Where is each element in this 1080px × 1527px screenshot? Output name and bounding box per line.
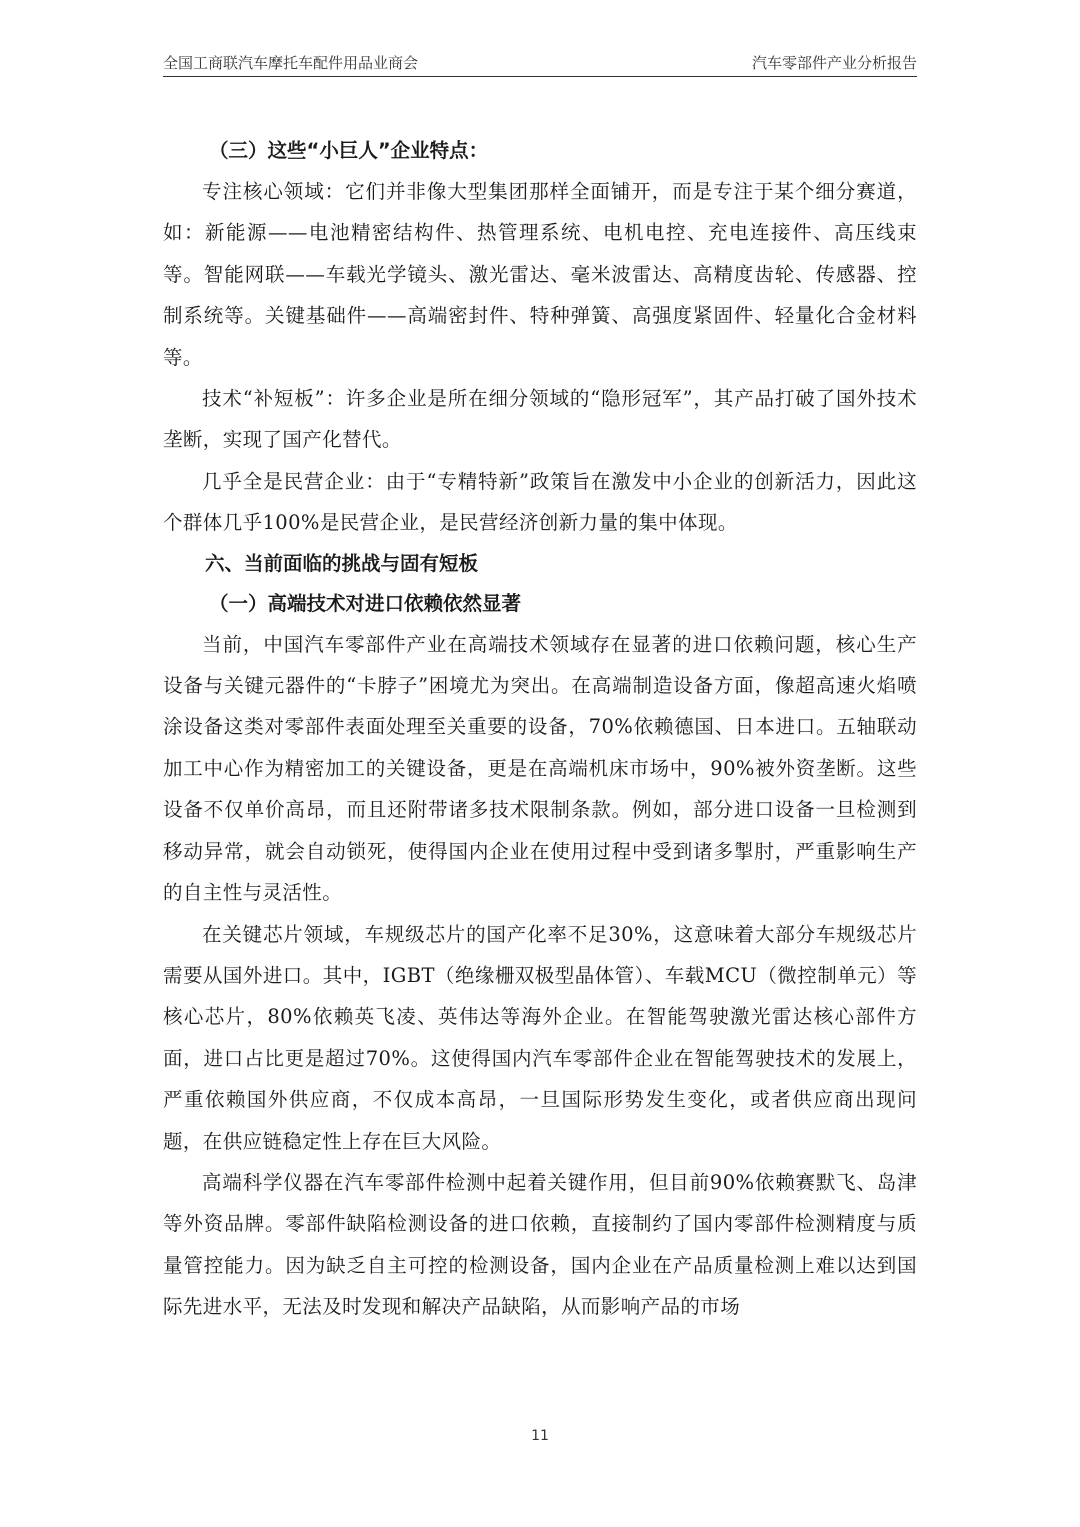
paragraph: 几乎全是民营企业：由于“专精特新”政策旨在激发中小企业的创新活力，因此这个群体几乎100%是民营企业，是民营经济创新力量的集中体现。 bbox=[163, 469, 917, 535]
subsection-heading: （三）这些“小巨人”企业特点： bbox=[209, 139, 489, 162]
header-report-title: 汽车零部件产业分析报告 bbox=[751, 54, 917, 72]
paragraph: 在关键芯片领域，车规级芯片的国产化率不足30%，这意味着大部分车规级芯片需要从国外进口。其中，IGBT（绝缘栅双极型晶体管）、车载MCU（微控制单元）等核心芯片，80%依赖英飞凌、英伟达等海外企业。在智能驾驶激光雷达核心部件方面，进口占比更是超过70%。这使得国内汽车零部件企业在智能驾驶技术的发展上，严重依赖国外供应商，不仅成本高昂，一旦国际形势发生变化，或者供应商出现问题，在供应链稳定性上存在巨大风险。 bbox=[163, 922, 917, 1153]
section-heading: 六、当前面临的挑战与固有短板 bbox=[205, 551, 479, 575]
paragraph: 技术“补短板”：许多企业是所在细分领域的“隐形冠军”，其产品打破了国外技术垄断，实现了国产化替代。 bbox=[163, 387, 917, 452]
page-header bbox=[163, 50, 917, 77]
paragraph: 专注核心领域：它们并非像大型集团那样全面铺开，而是专注于某个细分赛道，如：新能源——电池精密结构件、热管理系统、电机电控、充电连接件、高压线束等。智能网联——车载光学镜头、激光雷达、毫米波雷达、高精度齿轮、传感器、控制系统等。关键基础件——高端密封件、特种弹簧、高强度紧固件、轻量化合金材料等。 bbox=[163, 180, 917, 369]
subsection-heading: （一）高端技术对进口依赖依然显著 bbox=[209, 591, 522, 615]
paragraph: 当前，中国汽车零部件产业在高端技术领域存在显著的进口依赖问题，核心生产设备与关键元器件的“卡脖子”困境尤为突出。在高端制造设备方面，像超高速火焰喷涂设备这类对零部件表面处理至关重要的设备，70%依赖德国、日本进口。五轴联动加工中心作为精密加工的关键设备，更是在高端机床市场中，90%被外资垄断。这些设备不仅单价高昂，而且还附带诸多技术限制条款。例如，部分进口设备一旦检测到移动异常，就会自动锁死，使得国内企业在使用过程中受到诸多掣肘，严重影响生产的自主性与灵活性。 bbox=[163, 632, 917, 905]
paragraph: 高端科学仪器在汽车零部件检测中起着关键作用，但目前90%依赖赛默飞、岛津等外资品牌。零部件缺陷检测设备的进口依赖，直接制约了国内零部件检测精度与质量管控能力。因为缺乏自主可控的检测设备，国内企业在产品质量检测上难以达到国际先进水平，无法及时发现和解决产品缺陷，从而影响产品的市场 bbox=[163, 1170, 917, 1319]
page-number: 11 bbox=[531, 1428, 549, 1444]
document-body bbox=[163, 131, 917, 1328]
header-organization: 全国工商联汽车摩托车配件用品业商会 bbox=[163, 54, 419, 72]
